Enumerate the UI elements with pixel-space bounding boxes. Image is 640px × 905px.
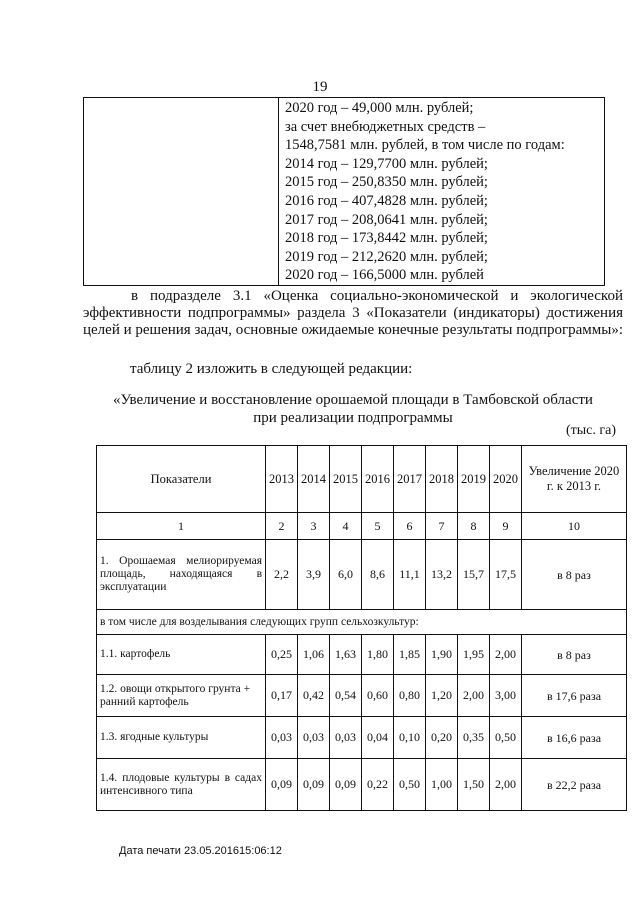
empty-cell bbox=[84, 98, 279, 286]
row-label: 1.4. плодовые культуры в садах интенсивного типа bbox=[97, 759, 266, 811]
column-number: 5 bbox=[362, 513, 394, 540]
value-cell: 0,10 bbox=[394, 717, 426, 759]
value-cell: 17,5 bbox=[490, 540, 522, 610]
funding-line: 2020 год – 166,5000 млн. рублей bbox=[285, 267, 484, 284]
value-cell: 11,1 bbox=[394, 540, 426, 610]
irrigation-area-table bbox=[96, 445, 627, 811]
column-number: 4 bbox=[330, 513, 362, 540]
value-cell: 3,00 bbox=[490, 675, 522, 717]
value-cell: 1,20 bbox=[426, 675, 458, 717]
table-caption bbox=[83, 391, 623, 427]
header-cell: 2014 bbox=[298, 446, 330, 513]
value-cell: 1,00 bbox=[426, 759, 458, 811]
value-cell: 0,50 bbox=[490, 717, 522, 759]
change-cell: в 16,6 раза bbox=[522, 717, 627, 759]
value-cell: 1,85 bbox=[394, 635, 426, 675]
value-cell: 1,80 bbox=[362, 635, 394, 675]
table-row bbox=[97, 540, 627, 610]
value-cell: 13,2 bbox=[426, 540, 458, 610]
amendment-paragraph: в подразделе 3.1 «Оценка социально-экономической и экологической эффективности подпрограммы» раздела 3 «Показатели (индикаторы) достижения целей и решения задач, основные ожидаемые конечные результаты подпрограммы»: bbox=[83, 288, 623, 338]
header-cell: 2020 bbox=[490, 446, 522, 513]
funding-line: 2014 год – 129,7700 млн. рублей; bbox=[285, 155, 488, 172]
amendment-instruction: таблицу 2 изложить в следующей редакции: bbox=[130, 361, 413, 377]
header-cell: Показатели bbox=[97, 446, 266, 513]
change-cell: в 22,2 раза bbox=[522, 759, 627, 811]
value-cell: 0,35 bbox=[458, 717, 490, 759]
table-row bbox=[97, 635, 627, 675]
column-number: 10 bbox=[522, 513, 627, 540]
column-number: 9 bbox=[490, 513, 522, 540]
table-caption-line: при реализации подпрограммы bbox=[253, 410, 453, 426]
value-cell: 0,03 bbox=[266, 717, 298, 759]
column-number: 2 bbox=[266, 513, 298, 540]
column-number: 8 bbox=[458, 513, 490, 540]
funding-line: 2020 год – 49,000 млн. рублей; bbox=[285, 100, 474, 116]
value-cell: 1,06 bbox=[298, 635, 330, 675]
value-cell: 2,00 bbox=[490, 759, 522, 811]
funding-line: 2017 год – 208,0641 млн. рублей; bbox=[285, 211, 488, 228]
funding-continuation-table bbox=[83, 97, 605, 286]
table-row bbox=[97, 717, 627, 759]
row-label: 1.1. картофель bbox=[97, 635, 266, 675]
value-cell: 1,95 bbox=[458, 635, 490, 675]
value-cell: 0,03 bbox=[330, 717, 362, 759]
value-cell: 6,0 bbox=[330, 540, 362, 610]
table-row bbox=[97, 675, 627, 717]
value-cell: 2,00 bbox=[458, 675, 490, 717]
change-cell: в 17,6 раза bbox=[522, 675, 627, 717]
column-number-row bbox=[97, 513, 627, 540]
funding-line: 2016 год – 407,4828 млн. рублей; bbox=[285, 192, 488, 209]
value-cell: 3,9 bbox=[298, 540, 330, 610]
change-cell: в 8 раз bbox=[522, 635, 627, 675]
value-cell: 2,2 bbox=[266, 540, 298, 610]
header-cell: 2016 bbox=[362, 446, 394, 513]
column-number: 1 bbox=[97, 513, 266, 540]
value-cell: 1,63 bbox=[330, 635, 362, 675]
funding-cell bbox=[279, 98, 605, 286]
value-cell: 0,09 bbox=[330, 759, 362, 811]
header-cell: 2019 bbox=[458, 446, 490, 513]
value-cell: 0,22 bbox=[362, 759, 394, 811]
value-cell: 15,7 bbox=[458, 540, 490, 610]
column-number: 3 bbox=[298, 513, 330, 540]
value-cell: 0,50 bbox=[394, 759, 426, 811]
header-cell: 2013 bbox=[266, 446, 298, 513]
value-cell: 8,6 bbox=[362, 540, 394, 610]
header-cell: 2015 bbox=[330, 446, 362, 513]
table-caption-line: «Увеличение и восстановление орошаемой площади в Тамбовской области bbox=[113, 392, 593, 408]
funding-line: за счет внебюджетных средств – bbox=[285, 118, 486, 135]
subheader-row bbox=[97, 610, 627, 635]
header-cell: Увеличение 2020 г. к 2013 г. bbox=[522, 446, 627, 513]
change-cell: в 8 раз bbox=[522, 540, 627, 610]
funding-line: 1548,7581 млн. рублей, в том числе по годам: bbox=[285, 137, 565, 154]
funding-line: 2018 год – 173,8442 млн. рублей; bbox=[285, 230, 488, 247]
value-cell: 0,54 bbox=[330, 675, 362, 717]
value-cell: 0,42 bbox=[298, 675, 330, 717]
column-number: 7 bbox=[426, 513, 458, 540]
value-cell: 0,17 bbox=[266, 675, 298, 717]
row-label: 1.2. овощи открытого грунта + ранний картофель bbox=[97, 675, 266, 717]
row-label: 1.3. ягодные культуры bbox=[97, 717, 266, 759]
value-cell: 0,04 bbox=[362, 717, 394, 759]
value-cell: 0,25 bbox=[266, 635, 298, 675]
header-row bbox=[97, 446, 627, 513]
value-cell: 0,09 bbox=[266, 759, 298, 811]
value-cell: 2,00 bbox=[490, 635, 522, 675]
value-cell: 0,09 bbox=[298, 759, 330, 811]
value-cell: 0,80 bbox=[394, 675, 426, 717]
table-row bbox=[97, 759, 627, 811]
funding-line: 2015 год – 250,8350 млн. рублей; bbox=[285, 174, 488, 191]
funding-line: 2019 год – 212,2620 млн. рублей; bbox=[285, 248, 488, 265]
value-cell: 0,60 bbox=[362, 675, 394, 717]
header-cell: 2017 bbox=[394, 446, 426, 513]
value-cell: 1,90 bbox=[426, 635, 458, 675]
value-cell: 0,20 bbox=[426, 717, 458, 759]
header-cell: 2018 bbox=[426, 446, 458, 513]
page-number: 19 bbox=[312, 79, 328, 95]
value-cell: 0,03 bbox=[298, 717, 330, 759]
value-cell: 1,50 bbox=[458, 759, 490, 811]
print-date: Дата печати 23.05.201615:06:12 bbox=[119, 845, 282, 857]
row-label: 1. Орошаемая мелиорируемая площадь, находящаяся в эксплуатации bbox=[97, 540, 266, 610]
crop-groups-subheader: в том числе для возделывания следующих групп сельхозкультур: bbox=[97, 610, 627, 635]
unit-label: (тыс. га) bbox=[566, 423, 617, 438]
column-number: 6 bbox=[394, 513, 426, 540]
